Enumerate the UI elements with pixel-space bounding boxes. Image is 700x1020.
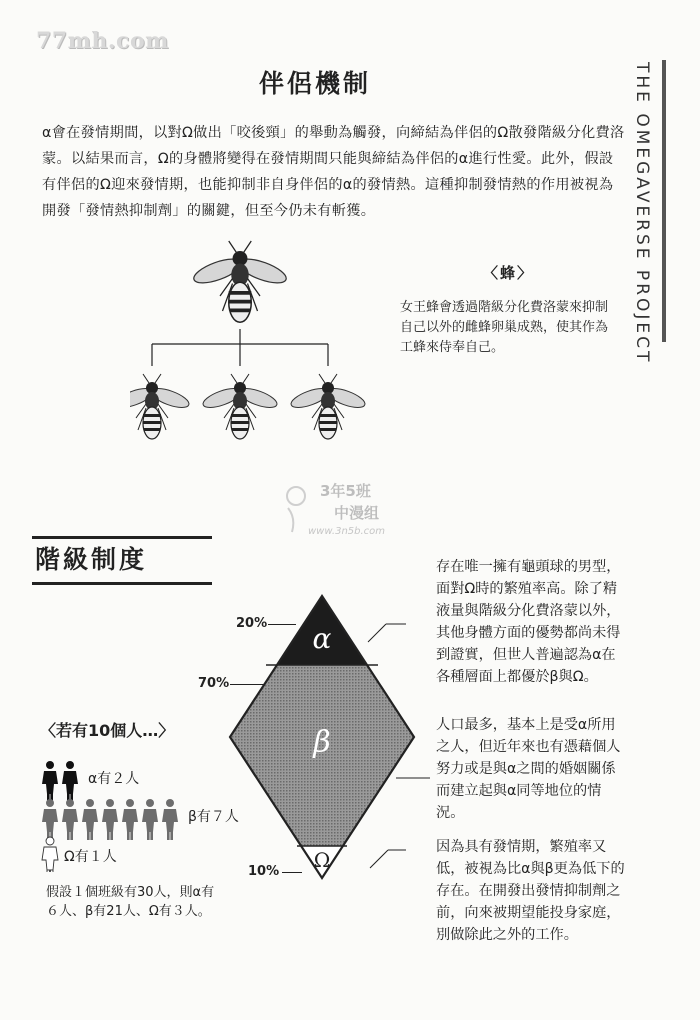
beta-person-icon: [82, 799, 98, 840]
alpha-symbol: α: [312, 622, 332, 655]
pct-beta-leader: [230, 684, 264, 685]
beta-symbol: β: [313, 725, 331, 760]
omega-count: Ω有１人: [64, 849, 117, 865]
series-title-vertical: [622, 62, 658, 365]
description-leaders: [360, 610, 436, 880]
logo-line-3: www.3n5b.com: [308, 526, 386, 537]
alpha-description: 存在唯一擁有龜頭球的男型，面對Ω時的繁殖率高。除了精液量與階級分化費洛蒙以外，其他身體方面的優勢都尚未得到證實，但世人普遍認為α在各種層面上都優於β與Ω。: [436, 559, 621, 685]
beta-count: β有７人: [188, 809, 239, 825]
omega-symbol: Ω: [313, 848, 331, 872]
bee-label: 〈蜂〉: [483, 264, 535, 282]
omega-person-icon: [42, 837, 58, 872]
worker-bee-icon: [130, 374, 191, 439]
beta-person-icon: [122, 799, 138, 840]
worker-bee-icon: [289, 374, 367, 439]
title-rule-bottom: [32, 582, 212, 585]
scanlation-logo: [282, 480, 422, 544]
section-title-mating: 伴侶機制: [258, 69, 371, 98]
omega-description: 因為具有發情期，繁殖率又低，被視為比α與β更為低下的存在。在開發出發情抑制劑之前，向來被期望能投身家庭，別做除此之外的工作。: [436, 839, 625, 943]
pct-alpha-leader: [268, 624, 296, 625]
section-title-caste: 階級制度: [35, 545, 148, 574]
beta-person-icon: [162, 799, 178, 840]
pct-alpha: 20%: [236, 616, 268, 631]
beta-person-icon: [142, 799, 158, 840]
pct-beta: 70%: [198, 676, 230, 691]
bee-description: 女王蜂會透過階級分化費洛蒙來抑制自己以外的雌蜂卵巢成熟，使其作為工蜂來侍奉自己。: [400, 300, 609, 355]
title-rule-top: [32, 536, 212, 539]
beta-person-icon: [102, 799, 118, 840]
site-watermark: 77mh.com: [36, 28, 169, 54]
beta-person-icon: [62, 799, 78, 840]
class-footnote: 假設１個班級有30人，則α有６人、β有21人、Ω有３人。: [46, 885, 215, 919]
logo-line-1: 3年5班: [320, 482, 371, 500]
sample-label: 〈若有10個人…〉: [40, 721, 175, 740]
pct-omega-leader: [282, 872, 302, 873]
alpha-count: α有２人: [88, 771, 140, 787]
beta-description: 人口最多，基本上是受α所用之人，但近年來也有憑藉個人努力或是與α之間的婚姻關係而建立起與α同等地位的情況。: [436, 717, 621, 821]
mating-paragraph: α會在發情期間，以對Ω做出「咬後頸」的舉動為觸發，向締結為伴侶的Ω散發階級分化費洛蒙。以結果而言，Ω的身體將變得在發情期間只能與締結為伴侶的α進行性愛。此外，假設有伴侶的Ω迎來發情期，也能抑制非自身伴侶的α的發情熱。這種抑制發情熱的作用被視為開發「發情熱抑制劑」的關鍵，但至今仍未有斬獲。: [42, 125, 625, 219]
logo-mascot-icon: [282, 484, 312, 536]
series-title: THE OMEGAVERSE PROJECT: [632, 62, 652, 365]
worker-bee-icon: [201, 374, 279, 439]
alpha-person-icon: [62, 761, 78, 802]
beta-person-icon: [42, 799, 58, 840]
bee-hierarchy-illustration: [130, 236, 380, 451]
alpha-person-icon: [42, 761, 58, 802]
pct-omega: 10%: [248, 864, 280, 879]
logo-line-2: 中漫组: [334, 504, 380, 522]
queen-bee-icon: [191, 241, 289, 322]
vertical-rule: [662, 60, 666, 342]
